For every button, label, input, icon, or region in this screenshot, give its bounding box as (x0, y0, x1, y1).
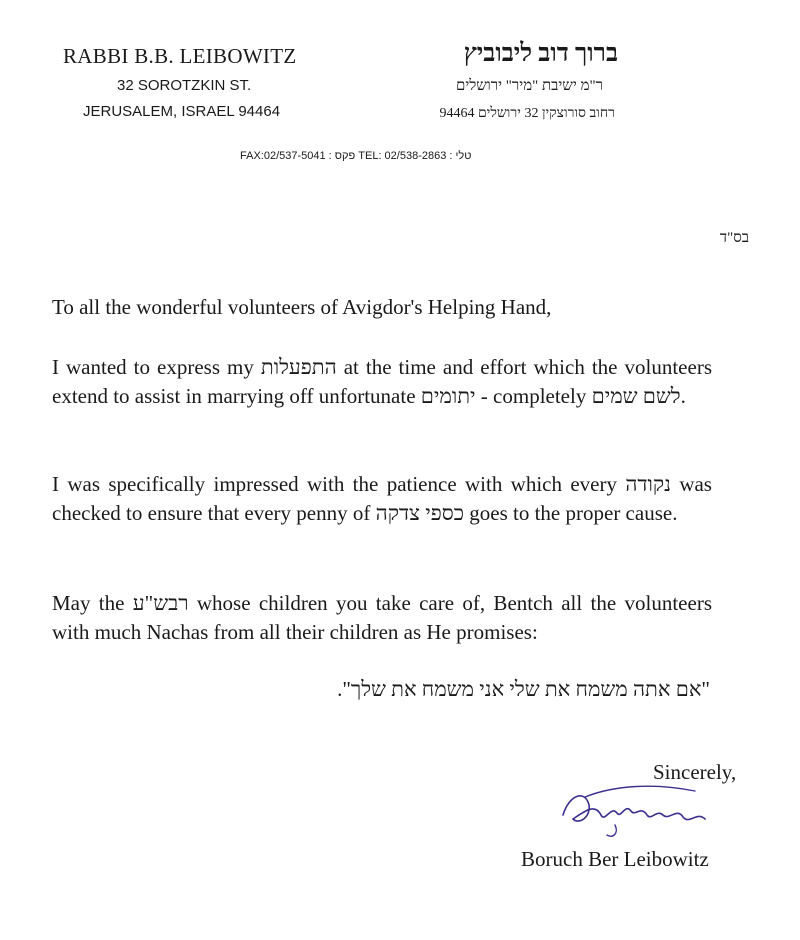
text-run: goes to the proper cause. (464, 501, 678, 525)
hebrew-phrase: כספי צדקה (375, 501, 465, 525)
letter-paragraph-1 (52, 353, 712, 411)
signer-name: Boruch Ber Leibowitz (521, 847, 709, 871)
hebrew-quote: "אם אתה משמח את שלי אני משמח את שלך". (337, 677, 710, 701)
text-run: . (680, 384, 686, 408)
letterhead-hebrew-address: רחוב סורוצקין 32 ירושלים 94464 (439, 106, 615, 121)
letter-paragraph-2 (52, 470, 712, 528)
bsd-mark: בס"ד (719, 230, 749, 246)
text-run: I was specifically impressed with the patience with which every (52, 472, 626, 496)
letter-closing: Sincerely, (653, 760, 737, 784)
text-run: May the (52, 591, 133, 615)
signature-stroke (607, 825, 616, 836)
letterhead-contact-line: FAX:02/537-5041 : פקס TEL: 02/538-2863 : טלי (240, 150, 472, 162)
letterhead-hebrew-title: ר"מ ישיבת "מיר" ירושלים (455, 78, 603, 94)
text-run: I wanted to express my (52, 355, 261, 379)
hebrew-phrase: לשם שמים (591, 384, 681, 408)
letterhead-english-street: 32 SOROTZKIN ST. (117, 77, 252, 94)
letter-greeting: To all the wonderful volunteers of Avigdor's Helping Hand, (52, 295, 552, 319)
letterhead-hebrew-name: ברוך דוב ליבוביץ (463, 40, 618, 67)
hebrew-phrase: רבש"ע (132, 591, 189, 615)
signature-stroke (563, 796, 705, 821)
handwritten-signature (555, 775, 715, 845)
letterhead-english-name: RABBI B.B. LEIBOWITZ (63, 44, 297, 68)
text-run: was checked to ensure that every penny of (52, 472, 712, 525)
hebrew-phrase: יתומים (420, 384, 476, 408)
text-run: at the time and effort which the volunteers extend to assist in marrying off unfortunate (52, 355, 712, 408)
text-run: whose children you take care of, Bentch all the volunteers with much Nachas from all their children as He promises: (52, 591, 712, 644)
text-run: - completely (475, 384, 592, 408)
signature-stroke (585, 786, 695, 797)
letterhead-english-city: JERUSALEM, ISRAEL 94464 (83, 103, 281, 120)
hebrew-phrase: נקודה (625, 472, 671, 496)
hebrew-phrase: התפעלות (260, 355, 337, 379)
letter-paragraph-3 (52, 589, 712, 647)
